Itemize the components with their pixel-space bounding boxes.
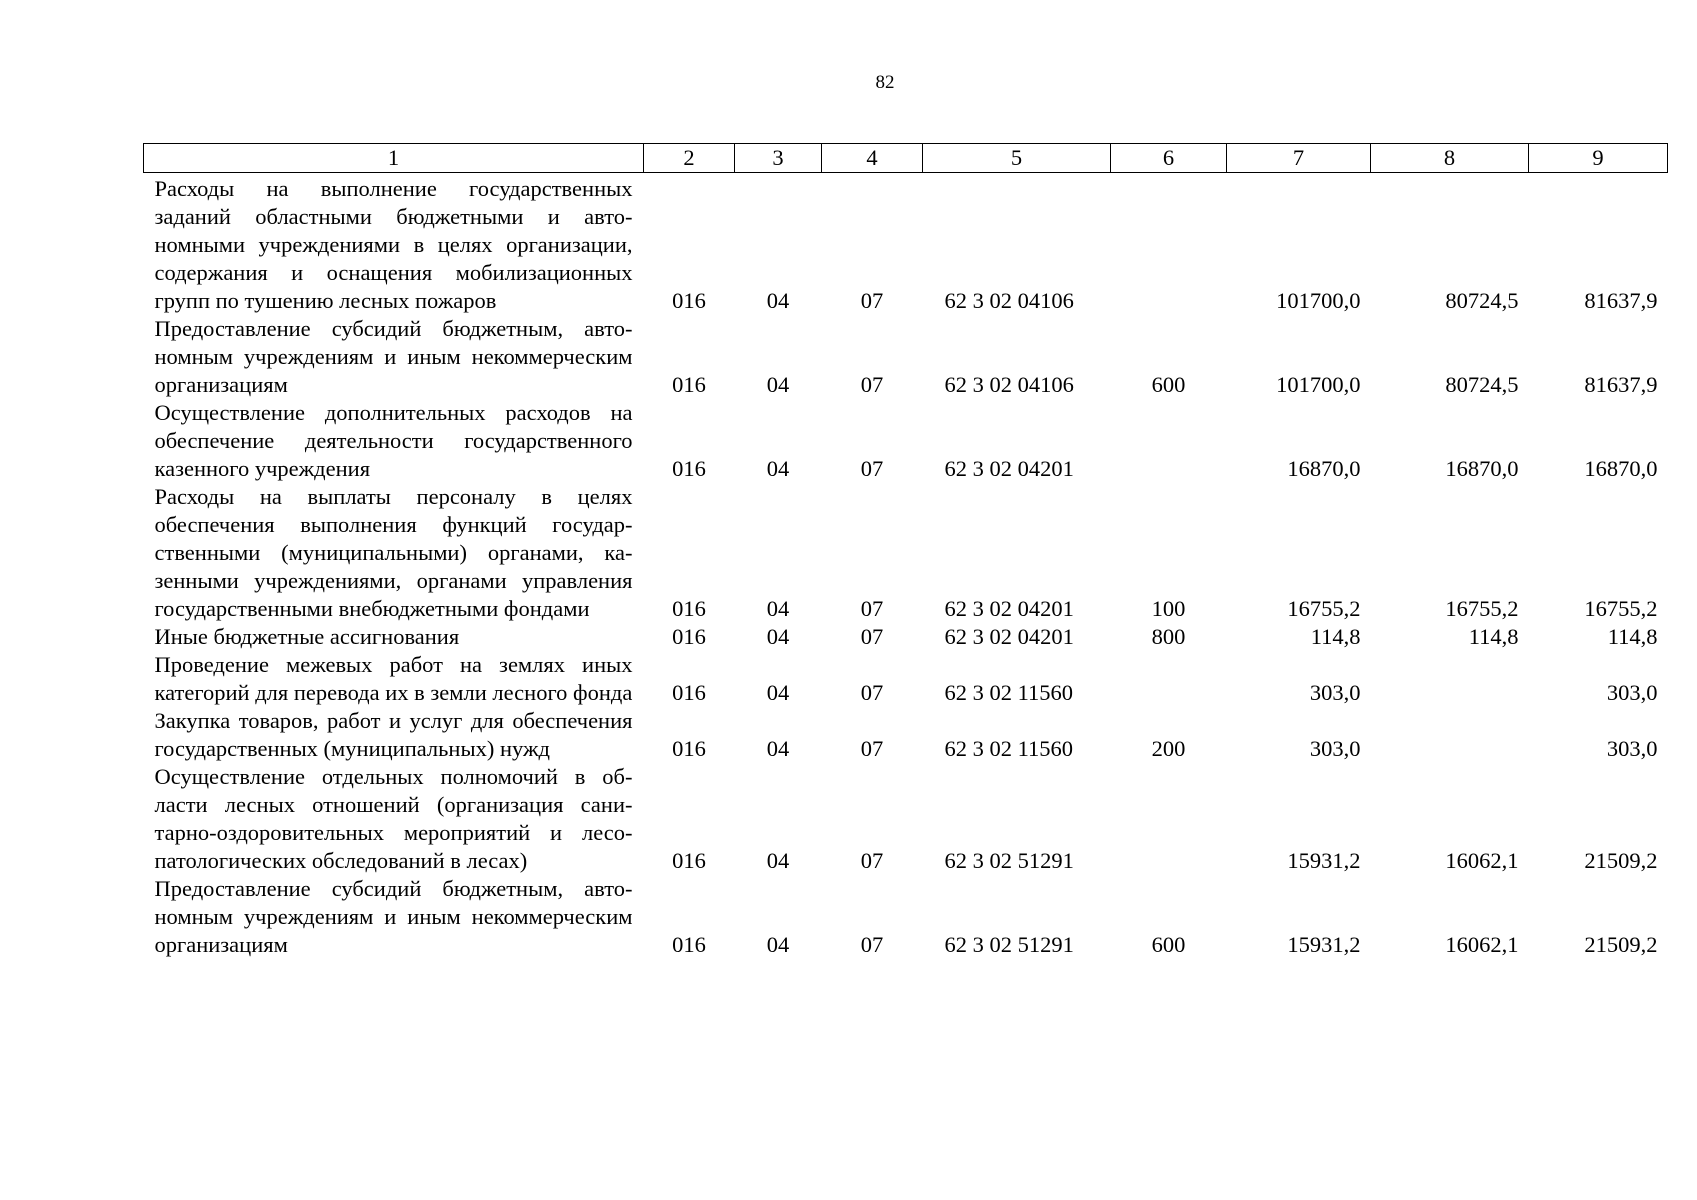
amount-col-7: 303,0 bbox=[1309, 736, 1361, 761]
amount-col-7: 101700,0 bbox=[1276, 288, 1361, 313]
grbs-code: 016 bbox=[672, 372, 706, 397]
page-number: 82 bbox=[875, 72, 895, 93]
amount-col-7: 16870,0 bbox=[1287, 456, 1361, 481]
expense-type-code: 200 bbox=[1151, 736, 1186, 761]
expense-description: Осуществление дополнительных расходов на обеспечение деятельности государственного казенного учреждения bbox=[154, 400, 633, 481]
expense-description: Закупка товаров, работ и услуг для обеспечения государственных (муниципальных) нужд bbox=[154, 708, 633, 761]
amount-col-8: 114,8 bbox=[1468, 624, 1519, 649]
amount-col-7: 15931,2 bbox=[1287, 848, 1361, 873]
table-row bbox=[144, 707, 1668, 763]
amount-col-9: 303,0 bbox=[1606, 736, 1658, 761]
column-header: 4 bbox=[822, 144, 923, 173]
target-article-code: 62 3 02 11560 bbox=[944, 736, 1074, 761]
table-row bbox=[144, 623, 1668, 651]
amount-col-9: 81637,9 bbox=[1584, 288, 1658, 313]
expense-type-code: 600 bbox=[1151, 932, 1186, 957]
section-code: 04 bbox=[766, 848, 790, 873]
budget-table bbox=[143, 143, 1668, 959]
expense-description: Расходы на выплаты персоналу в целях обеспечения выполнения функций государственными (муниципальными) органами, казенными учреждениями, органами управления государственными внебюджетными фондами bbox=[154, 484, 633, 621]
table-row bbox=[144, 875, 1668, 959]
target-article-code: 62 3 02 04201 bbox=[944, 456, 1074, 481]
expense-type-code bbox=[1111, 173, 1227, 316]
amount-col-9: 16755,2 bbox=[1584, 596, 1658, 621]
section-code: 04 bbox=[766, 596, 790, 621]
amount-col-8: 16755,2 bbox=[1445, 596, 1519, 621]
grbs-code: 016 bbox=[672, 680, 706, 705]
target-article-code: 62 3 02 04106 bbox=[944, 372, 1074, 397]
expense-type-code: 600 bbox=[1151, 372, 1186, 397]
subsection-code: 07 bbox=[860, 288, 884, 313]
section-code: 04 bbox=[766, 288, 790, 313]
subsection-code: 07 bbox=[860, 456, 884, 481]
target-article-code: 62 3 02 51291 bbox=[944, 932, 1074, 957]
amount-col-8: 80724,5 bbox=[1445, 288, 1519, 313]
subsection-code: 07 bbox=[860, 372, 884, 397]
amount-col-8: 16062,1 bbox=[1445, 848, 1519, 873]
amount-col-9: 303,0 bbox=[1606, 680, 1658, 705]
amount-col-8 bbox=[1371, 707, 1529, 763]
section-code: 04 bbox=[766, 932, 790, 957]
section-code: 04 bbox=[766, 624, 790, 649]
amount-col-9: 21509,2 bbox=[1584, 848, 1658, 873]
table-row bbox=[144, 483, 1668, 623]
amount-col-8: 16062,1 bbox=[1445, 932, 1519, 957]
section-code: 04 bbox=[766, 372, 790, 397]
expense-type-code bbox=[1111, 399, 1227, 483]
column-header: 3 bbox=[735, 144, 822, 173]
table-row bbox=[144, 399, 1668, 483]
section-code: 04 bbox=[766, 680, 790, 705]
table-header-row bbox=[144, 144, 1668, 173]
amount-col-7: 114,8 bbox=[1310, 624, 1361, 649]
section-code: 04 bbox=[766, 736, 790, 761]
expense-type-code: 800 bbox=[1151, 624, 1186, 649]
grbs-code: 016 bbox=[672, 848, 706, 873]
column-header: 5 bbox=[923, 144, 1111, 173]
subsection-code: 07 bbox=[860, 932, 884, 957]
table-row bbox=[144, 173, 1668, 316]
column-header: 7 bbox=[1227, 144, 1371, 173]
amount-col-9: 21509,2 bbox=[1584, 932, 1658, 957]
column-header: 2 bbox=[644, 144, 735, 173]
amount-col-8 bbox=[1371, 651, 1529, 707]
amount-col-7: 101700,0 bbox=[1276, 372, 1361, 397]
target-article-code: 62 3 02 04106 bbox=[944, 288, 1074, 313]
amount-col-9: 81637,9 bbox=[1584, 372, 1658, 397]
column-header: 8 bbox=[1371, 144, 1529, 173]
grbs-code: 016 bbox=[672, 596, 706, 621]
target-article-code: 62 3 02 04201 bbox=[944, 624, 1074, 649]
expense-type-code bbox=[1111, 651, 1227, 707]
grbs-code: 016 bbox=[672, 624, 706, 649]
amount-col-7: 16755,2 bbox=[1287, 596, 1361, 621]
expense-description: Иные бюджетные ассигнования bbox=[154, 624, 460, 649]
section-code: 04 bbox=[766, 456, 790, 481]
grbs-code: 016 bbox=[672, 288, 706, 313]
expense-description: Предоставление субсидий бюджетным, автономным учреждениям и иным некоммерческим организациям bbox=[154, 876, 633, 957]
expense-description: Проведение межевых работ на землях иных категорий для перевода их в земли лесного фонда bbox=[154, 652, 633, 705]
column-header: 1 bbox=[144, 144, 644, 173]
grbs-code: 016 bbox=[672, 456, 706, 481]
amount-col-9: 114,8 bbox=[1607, 624, 1658, 649]
target-article-code: 62 3 02 51291 bbox=[944, 848, 1074, 873]
amount-col-7: 15931,2 bbox=[1287, 932, 1361, 957]
subsection-code: 07 bbox=[860, 736, 884, 761]
target-article-code: 62 3 02 11560 bbox=[944, 680, 1074, 705]
subsection-code: 07 bbox=[860, 596, 884, 621]
amount-col-9: 16870,0 bbox=[1584, 456, 1658, 481]
subsection-code: 07 bbox=[860, 624, 884, 649]
table-row bbox=[144, 315, 1668, 399]
amount-col-8: 80724,5 bbox=[1445, 372, 1519, 397]
amount-col-7: 303,0 bbox=[1309, 680, 1361, 705]
subsection-code: 07 bbox=[860, 680, 884, 705]
table-row bbox=[144, 763, 1668, 875]
amount-col-8: 16870,0 bbox=[1445, 456, 1519, 481]
target-article-code: 62 3 02 04201 bbox=[944, 596, 1074, 621]
grbs-code: 016 bbox=[672, 736, 706, 761]
expense-description: Предоставление субсидий бюджетным, автономным учреждениям и иным некоммерческим организациям bbox=[154, 316, 633, 397]
subsection-code: 07 bbox=[860, 848, 884, 873]
expense-description: Осуществление отдельных полномочий в области лесных отношений (организация санитарно-оздоровительных мероприятий и лесопатологических обследований в лесах) bbox=[154, 764, 633, 873]
expense-type-code: 100 bbox=[1151, 596, 1186, 621]
table-row bbox=[144, 651, 1668, 707]
expense-type-code bbox=[1111, 763, 1227, 875]
column-header: 9 bbox=[1529, 144, 1668, 173]
column-header: 6 bbox=[1111, 144, 1227, 173]
grbs-code: 016 bbox=[672, 932, 706, 957]
expense-description: Расходы на выполнение государственных заданий областными бюджетными и автономными учреждениями в целях организации, содержания и оснащения мобилизационных групп по тушению лесных пожаров bbox=[154, 176, 633, 313]
